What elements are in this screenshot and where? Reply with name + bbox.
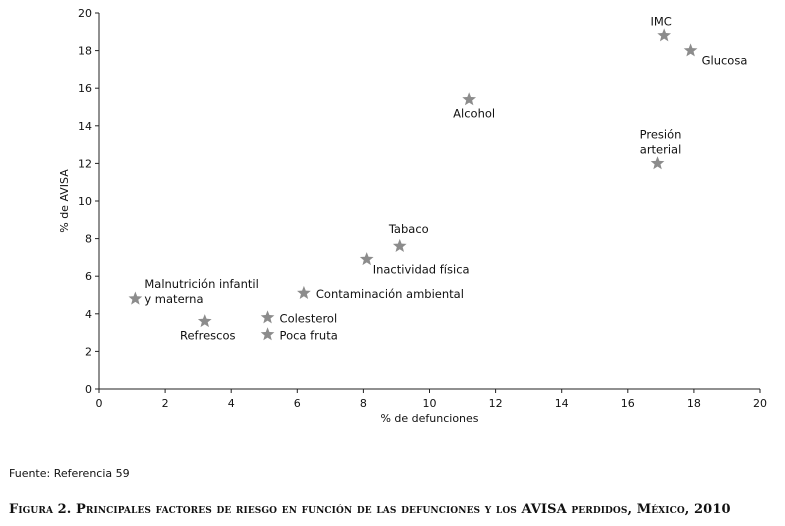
source-note: Fuente: Referencia 59 <box>9 467 130 480</box>
data-point-star <box>360 252 374 265</box>
point-label: Malnutrición infantil <box>144 276 259 291</box>
x-tick-label: 10 <box>422 397 437 410</box>
x-tick-label: 6 <box>293 397 301 410</box>
point-label: Refrescos <box>180 328 236 343</box>
data-point-star <box>198 314 212 327</box>
data-point-star <box>129 292 143 305</box>
x-tick-label: 4 <box>227 397 235 410</box>
data-point-star <box>684 43 698 56</box>
data-point-star <box>297 286 311 299</box>
data-point-star <box>261 310 275 323</box>
y-tick-label: 10 <box>78 195 92 208</box>
x-tick-label: 0 <box>95 397 103 410</box>
y-tick-label: 14 <box>78 119 92 133</box>
y-tick-label: 0 <box>85 383 92 396</box>
tick-labels <box>78 7 767 410</box>
x-tick-label: 16 <box>620 397 635 410</box>
figure-caption: Figura 2. Principales factores de riesgo en función de las defunciones y los AVISA perdidos, México, 2010 <box>9 502 731 517</box>
y-tick-label: 8 <box>85 232 92 246</box>
x-tick-label: 2 <box>161 397 169 410</box>
x-tick-label: 8 <box>359 397 367 410</box>
y-tick-label: 6 <box>85 270 92 284</box>
point-label: arterial <box>639 142 682 157</box>
point-label: IMC <box>650 14 672 29</box>
x-tick-label: 12 <box>488 397 503 410</box>
y-tick-label: 2 <box>85 345 92 359</box>
point-label: Inactividad física <box>372 262 470 277</box>
data-point-star <box>261 327 275 340</box>
point-label: y materna <box>144 291 204 306</box>
y-tick-label: 20 <box>78 7 92 20</box>
x-axis-title: % de defunciones <box>380 412 479 425</box>
data-point-star <box>393 239 407 252</box>
point-label: Presión <box>639 127 682 142</box>
data-point-star <box>651 156 665 169</box>
y-tick-label: 4 <box>85 307 92 321</box>
y-tick-label: 12 <box>78 157 92 171</box>
data-point-star <box>462 92 476 105</box>
point-label: Glucosa <box>701 53 748 68</box>
point-labels <box>144 15 747 343</box>
y-tick-label: 16 <box>78 82 92 96</box>
point-label: Alcohol <box>453 106 496 121</box>
y-axis-title: % de AVISA <box>58 169 71 233</box>
point-label: Tabaco <box>388 222 429 237</box>
x-tick-label: 14 <box>554 397 569 410</box>
point-label: Colesterol <box>279 311 338 326</box>
point-label: Contaminación ambiental <box>315 287 464 302</box>
x-tick-label: 20 <box>753 397 767 410</box>
y-tick-label: 18 <box>78 44 92 58</box>
point-label: Poca fruta <box>279 328 338 343</box>
x-tick-label: 18 <box>686 397 701 410</box>
data-point-star <box>657 28 671 41</box>
